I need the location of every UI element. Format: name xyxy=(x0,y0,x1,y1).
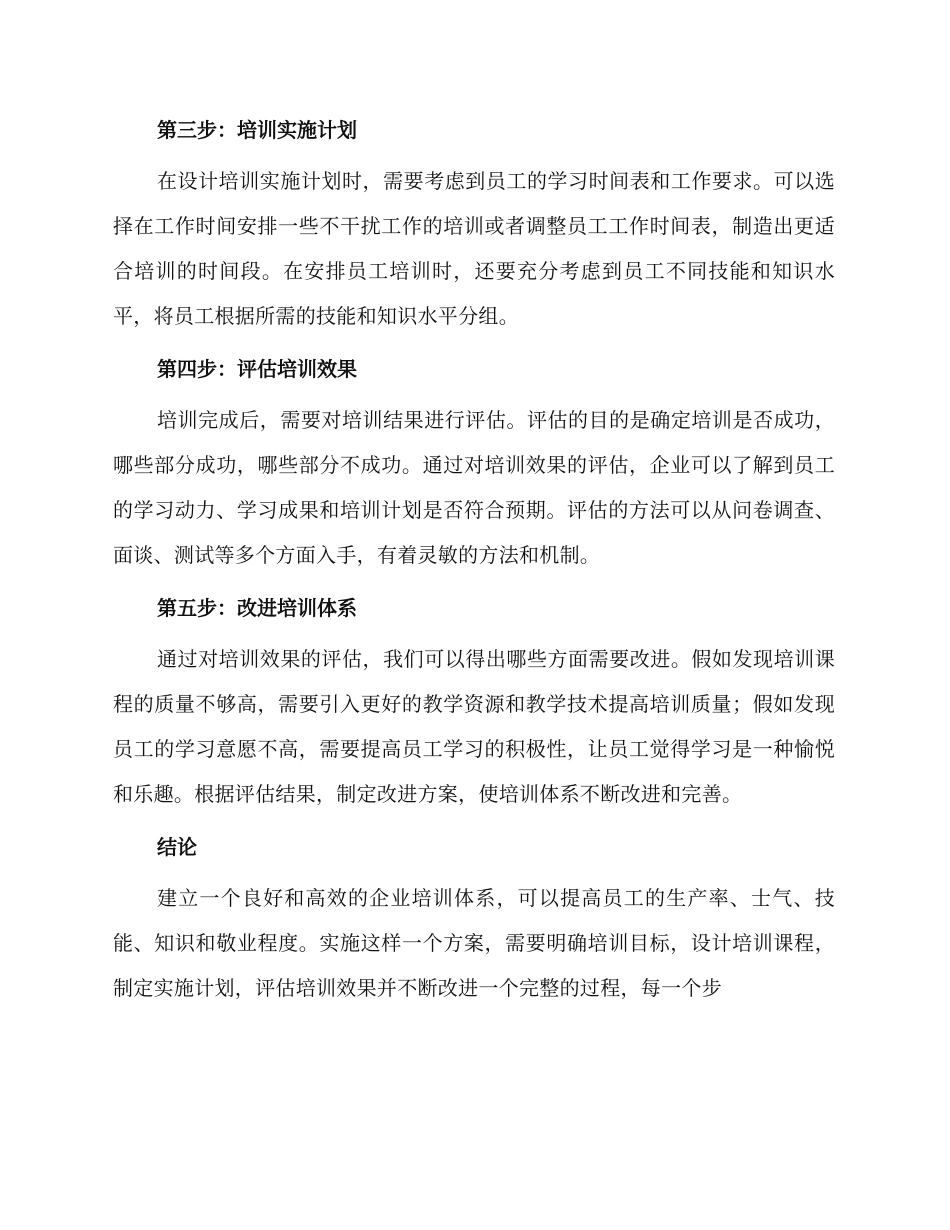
section-paragraph-conclusion: 建立一个良好和高效的企业培训体系，可以提高员工的生产率、士气、技能、知识和敬业程度。实施这样一个方案，需要明确培训目标，设计培训课程，制定实施计划，评估培训效果并不断改进一个完整的过程，每一个步 xyxy=(113,886,835,1000)
section-paragraph-step-5: 通过对培训效果的评估，我们可以得出哪些方面需要改进。假如发现培训课程的质量不够高，需要引入更好的教学资源和教学技术提高培训质量；假如发现员工的学习意愿不高，需要提高员工学习的积极性，让员工觉得学习是一种愉悦和乐趣。根据评估结果，制定改进方案，使培训体系不断改进和完善。 xyxy=(113,647,835,806)
section-heading-step-3: 第三步：培训实施计划 xyxy=(157,118,357,142)
section-paragraph-step-3: 在设计培训实施计划时，需要考虑到员工的学习时间表和工作要求。可以选择在工作时间安排一些不干扰工作的培训或者调整员工工作时间表，制造出更适合培训的时间段。在安排员工培训时，还要充分考虑到员工不同技能和知识水平，将员工根据所需的技能和知识水平分组。 xyxy=(113,169,835,328)
section-heading-step-5: 第五步：改进培训体系 xyxy=(157,596,357,620)
section-heading-conclusion: 结论 xyxy=(157,835,197,859)
section-heading-step-4: 第四步：评估培训效果 xyxy=(157,357,357,381)
section-paragraph-step-4: 培训完成后，需要对培训结果进行评估。评估的目的是确定培训是否成功，哪些部分成功，哪些部分不成功。通过对培训效果的评估，企业可以了解到员工的学习动力、学习成果和培训计划是否符合预期。评估的方法可以从问卷调查、面谈、测试等多个方面入手，有着灵敏的方法和机制。 xyxy=(113,408,835,567)
document-body xyxy=(113,108,835,1011)
